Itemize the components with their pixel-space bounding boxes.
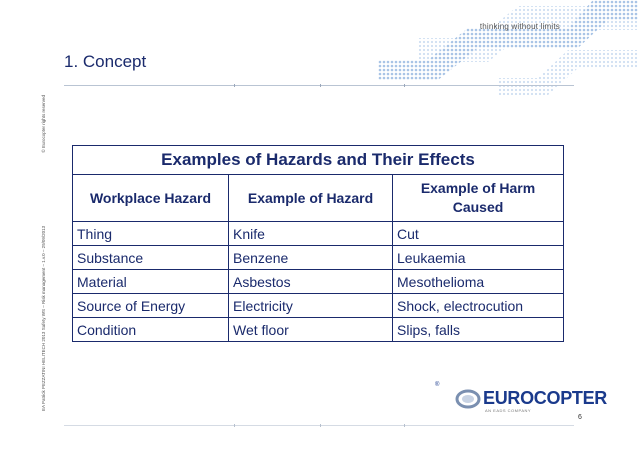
table-cell: Substance [73, 246, 229, 270]
table-row [73, 270, 564, 294]
table-row [73, 246, 564, 270]
table-cell: Electricity [229, 294, 393, 318]
table-cell: Asbestos [229, 270, 393, 294]
column-header: Example of Hazard [229, 175, 393, 222]
footer-divider [64, 425, 574, 426]
side-reference-text [41, 31, 46, 411]
table-cell: Condition [73, 318, 229, 342]
table-cell: Mesothelioma [393, 270, 564, 294]
decorative-swoosh [378, 0, 638, 95]
table-cell: Knife [229, 222, 393, 246]
table-row [73, 294, 564, 318]
table-row [73, 222, 564, 246]
copyright-text: © Eurocopter rights reserved [41, 94, 46, 153]
hazards-table [72, 145, 564, 342]
table-cell: Cut [393, 222, 564, 246]
table-cell: Wet floor [229, 318, 393, 342]
table-cell: Slips, falls [393, 318, 564, 342]
reference-text: EA Patrick PEZZATINI HELITECH 2013 Safety WS – Risk management – 1.v.0 – 29/09/2013 [41, 225, 46, 411]
column-header: Workplace Hazard [73, 175, 229, 222]
eurocopter-logo [435, 382, 608, 418]
tagline: thinking without limits [479, 22, 560, 31]
table-cell: Benzene [229, 246, 393, 270]
page-title: 1. Concept [64, 52, 147, 71]
table-cell: Source of Energy [73, 294, 229, 318]
logo-swoosh-icon [455, 388, 483, 410]
logo-name: EUROCOPTER [483, 388, 608, 408]
page-number: 6 [578, 414, 582, 421]
header-divider [64, 85, 574, 86]
table-cell: Shock, electrocution [393, 294, 564, 318]
table-cell: Material [73, 270, 229, 294]
table-cell: Leukaemia [393, 246, 564, 270]
table-cell: Thing [73, 222, 229, 246]
table-row [73, 318, 564, 342]
registered-mark: ® [435, 382, 440, 388]
logo-subtitle: AN EADS COMPANY [485, 408, 532, 413]
table-title: Examples of Hazards and Their Effects [73, 146, 564, 175]
column-header: Example of Harm Caused [393, 175, 564, 222]
